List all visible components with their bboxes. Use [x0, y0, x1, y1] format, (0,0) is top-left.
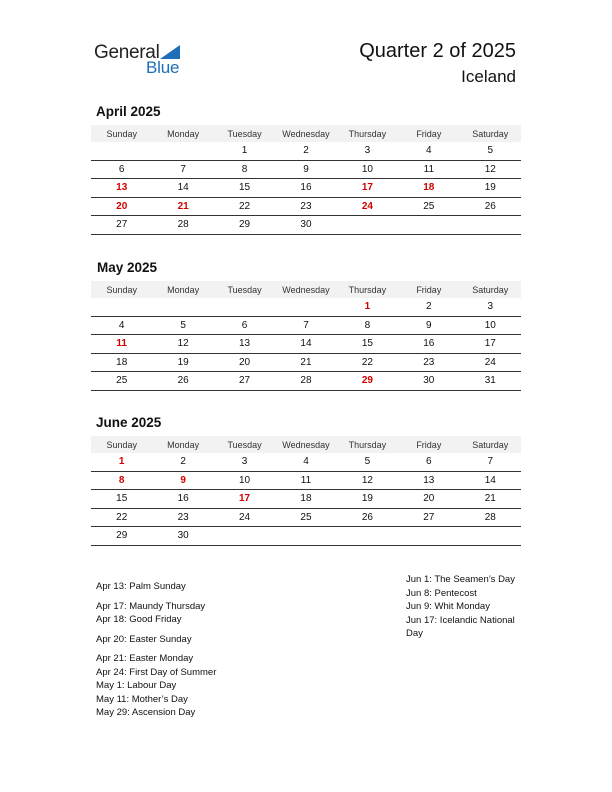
week-row — [91, 142, 521, 160]
empty-day-cell — [214, 298, 275, 316]
weekday-label-friday: Friday — [398, 281, 459, 298]
weekday-header-row — [91, 436, 521, 453]
day-cell: 28 — [152, 216, 213, 235]
day-cell: 7 — [152, 160, 213, 179]
holiday-note: Apr 21: Easter Monday — [96, 653, 194, 664]
month-title: May 2025 — [97, 260, 158, 275]
holiday-day-cell: 21 — [152, 197, 213, 216]
logo-word-general: General — [94, 42, 160, 63]
empty-day-cell — [152, 142, 213, 160]
day-cell: 23 — [152, 508, 213, 527]
empty-day-cell — [337, 527, 398, 546]
day-cell: 19 — [460, 179, 521, 198]
holiday-day-cell: 1 — [91, 453, 152, 471]
weekday-label-tuesday: Tuesday — [214, 281, 275, 298]
week-row — [91, 453, 521, 471]
day-cell: 26 — [460, 197, 521, 216]
month-title: April 2025 — [96, 104, 161, 119]
day-cell: 27 — [398, 508, 459, 527]
weekday-label-sunday: Sunday — [91, 281, 152, 298]
day-cell: 19 — [337, 490, 398, 509]
empty-day-cell — [91, 298, 152, 316]
day-cell: 21 — [460, 490, 521, 509]
day-cell: 27 — [214, 372, 275, 391]
day-cell: 11 — [398, 160, 459, 179]
day-cell: 12 — [460, 160, 521, 179]
day-cell: 16 — [398, 335, 459, 354]
day-cell: 11 — [275, 471, 336, 490]
weekday-label-friday: Friday — [398, 436, 459, 453]
day-cell: 26 — [152, 372, 213, 391]
month-june — [91, 415, 521, 546]
holiday-note: Apr 20: Easter Sunday — [96, 633, 192, 645]
empty-day-cell — [152, 298, 213, 316]
month-title: June 2025 — [96, 415, 162, 430]
calendar-table — [91, 281, 521, 391]
day-cell: 29 — [214, 216, 275, 235]
holiday-day-cell: 17 — [337, 179, 398, 198]
weekday-label-thursday: Thursday — [337, 281, 398, 298]
day-cell: 5 — [337, 453, 398, 471]
week-row — [91, 197, 521, 216]
day-cell: 10 — [460, 316, 521, 335]
week-row — [91, 298, 521, 316]
weekday-label-saturday: Saturday — [460, 125, 521, 142]
week-row — [91, 471, 521, 490]
weekday-label-thursday: Thursday — [337, 125, 398, 142]
week-row — [91, 216, 521, 235]
logo — [94, 40, 204, 80]
day-cell: 6 — [398, 453, 459, 471]
logo-word-blue: Blue — [146, 58, 180, 77]
day-cell: 10 — [337, 160, 398, 179]
empty-day-cell — [398, 527, 459, 546]
day-cell: 6 — [91, 160, 152, 179]
holiday-note: Jun 1: The Seamen’s Day — [406, 574, 515, 585]
day-cell: 25 — [91, 372, 152, 391]
day-cell: 15 — [91, 490, 152, 509]
day-cell: 12 — [152, 335, 213, 354]
weekday-header-row — [91, 125, 521, 142]
day-cell: 30 — [398, 372, 459, 391]
day-cell: 31 — [460, 372, 521, 391]
day-cell: 18 — [91, 353, 152, 372]
weekday-label-monday: Monday — [152, 436, 213, 453]
weekday-label-thursday: Thursday — [337, 436, 398, 453]
day-cell: 3 — [460, 298, 521, 316]
empty-day-cell — [91, 142, 152, 160]
holiday-day-cell: 17 — [214, 490, 275, 509]
week-row — [91, 527, 521, 546]
calendar-table — [91, 436, 521, 546]
day-cell: 13 — [214, 335, 275, 354]
holiday-note: Apr 13: Palm Sunday — [96, 581, 186, 592]
day-cell: 26 — [337, 508, 398, 527]
day-cell: 2 — [152, 453, 213, 471]
week-row — [91, 372, 521, 391]
day-cell: 7 — [275, 316, 336, 335]
day-cell: 17 — [460, 335, 521, 354]
weekday-header-row — [91, 281, 521, 298]
day-cell: 28 — [275, 372, 336, 391]
holiday-note: Apr 24: First Day of Summer — [96, 666, 217, 678]
holiday-note: Jun 17: Icelandic National Day — [406, 614, 515, 639]
holiday-note: Apr 18: Good Friday — [96, 614, 182, 625]
day-cell: 2 — [275, 142, 336, 160]
day-cell: 15 — [337, 335, 398, 354]
holiday-day-cell: 29 — [337, 372, 398, 391]
day-cell: 4 — [275, 453, 336, 471]
week-row — [91, 490, 521, 509]
day-cell: 5 — [460, 142, 521, 160]
weekday-label-monday: Monday — [152, 281, 213, 298]
day-cell: 5 — [152, 316, 213, 335]
empty-day-cell — [337, 216, 398, 235]
empty-day-cell — [275, 298, 336, 316]
empty-day-cell — [460, 527, 521, 546]
day-cell: 4 — [398, 142, 459, 160]
weekday-label-wednesday: Wednesday — [275, 125, 336, 142]
page-title: Quarter 2 of 2025 — [359, 40, 516, 62]
day-cell: 12 — [337, 471, 398, 490]
empty-day-cell — [398, 216, 459, 235]
day-cell: 28 — [460, 508, 521, 527]
day-cell: 25 — [275, 508, 336, 527]
weekday-label-tuesday: Tuesday — [214, 125, 275, 142]
day-cell: 21 — [275, 353, 336, 372]
day-cell: 3 — [337, 142, 398, 160]
day-cell: 23 — [398, 353, 459, 372]
holiday-notes-right — [406, 573, 524, 641]
holiday-day-cell: 20 — [91, 197, 152, 216]
day-cell: 6 — [214, 316, 275, 335]
holiday-note: May 29: Ascension Day — [96, 707, 196, 718]
day-cell: 22 — [337, 353, 398, 372]
day-cell: 19 — [152, 353, 213, 372]
day-cell: 3 — [214, 453, 275, 471]
week-row — [91, 335, 521, 354]
week-row — [91, 179, 521, 198]
day-cell: 16 — [152, 490, 213, 509]
day-cell: 29 — [91, 527, 152, 546]
weekday-label-saturday: Saturday — [460, 436, 521, 453]
day-cell: 8 — [214, 160, 275, 179]
weekday-label-wednesday: Wednesday — [275, 436, 336, 453]
weekday-label-sunday: Sunday — [91, 125, 152, 142]
weekday-label-wednesday: Wednesday — [275, 281, 336, 298]
empty-day-cell — [214, 527, 275, 546]
empty-day-cell — [460, 216, 521, 235]
day-cell: 24 — [214, 508, 275, 527]
day-cell: 30 — [152, 527, 213, 546]
day-cell: 20 — [214, 353, 275, 372]
day-cell: 22 — [91, 508, 152, 527]
day-cell: 9 — [398, 316, 459, 335]
holiday-note: May 1: Labour Day — [96, 680, 177, 691]
day-cell: 23 — [275, 197, 336, 216]
day-cell: 18 — [275, 490, 336, 509]
holiday-notes-left — [96, 580, 356, 720]
day-cell: 24 — [460, 353, 521, 372]
holiday-day-cell: 18 — [398, 179, 459, 198]
weekday-label-saturday: Saturday — [460, 281, 521, 298]
day-cell: 9 — [275, 160, 336, 179]
day-cell: 4 — [91, 316, 152, 335]
logo-triangle-icon — [160, 45, 180, 59]
day-cell: 25 — [398, 197, 459, 216]
holiday-note: Apr 17: Maundy Thursday — [96, 600, 206, 612]
month-may — [91, 260, 521, 391]
day-cell: 20 — [398, 490, 459, 509]
holiday-note: Jun 9: Whit Monday — [406, 601, 490, 612]
holiday-note: Jun 8: Pentecost — [406, 587, 477, 599]
day-cell: 2 — [398, 298, 459, 316]
day-cell: 10 — [214, 471, 275, 490]
holiday-note: May 11: Mother’s Day — [96, 693, 188, 705]
week-row — [91, 160, 521, 179]
day-cell: 30 — [275, 216, 336, 235]
weekday-label-tuesday: Tuesday — [214, 436, 275, 453]
day-cell: 15 — [214, 179, 275, 198]
holiday-day-cell: 8 — [91, 471, 152, 490]
day-cell: 8 — [337, 316, 398, 335]
month-april — [91, 104, 521, 235]
day-cell: 16 — [275, 179, 336, 198]
country-name: Iceland — [461, 67, 516, 86]
holiday-day-cell: 13 — [91, 179, 152, 198]
week-row — [91, 316, 521, 335]
day-cell: 14 — [152, 179, 213, 198]
weekday-label-sunday: Sunday — [91, 436, 152, 453]
calendar-table — [91, 125, 521, 235]
day-cell: 14 — [460, 471, 521, 490]
week-row — [91, 353, 521, 372]
holiday-day-cell: 11 — [91, 335, 152, 354]
day-cell: 13 — [398, 471, 459, 490]
day-cell: 7 — [460, 453, 521, 471]
day-cell: 22 — [214, 197, 275, 216]
day-cell: 14 — [275, 335, 336, 354]
day-cell: 1 — [214, 142, 275, 160]
holiday-day-cell: 24 — [337, 197, 398, 216]
day-cell: 27 — [91, 216, 152, 235]
holiday-day-cell: 1 — [337, 298, 398, 316]
empty-day-cell — [275, 527, 336, 546]
weekday-label-monday: Monday — [152, 125, 213, 142]
weekday-label-friday: Friday — [398, 125, 459, 142]
holiday-day-cell: 9 — [152, 471, 213, 490]
week-row — [91, 508, 521, 527]
